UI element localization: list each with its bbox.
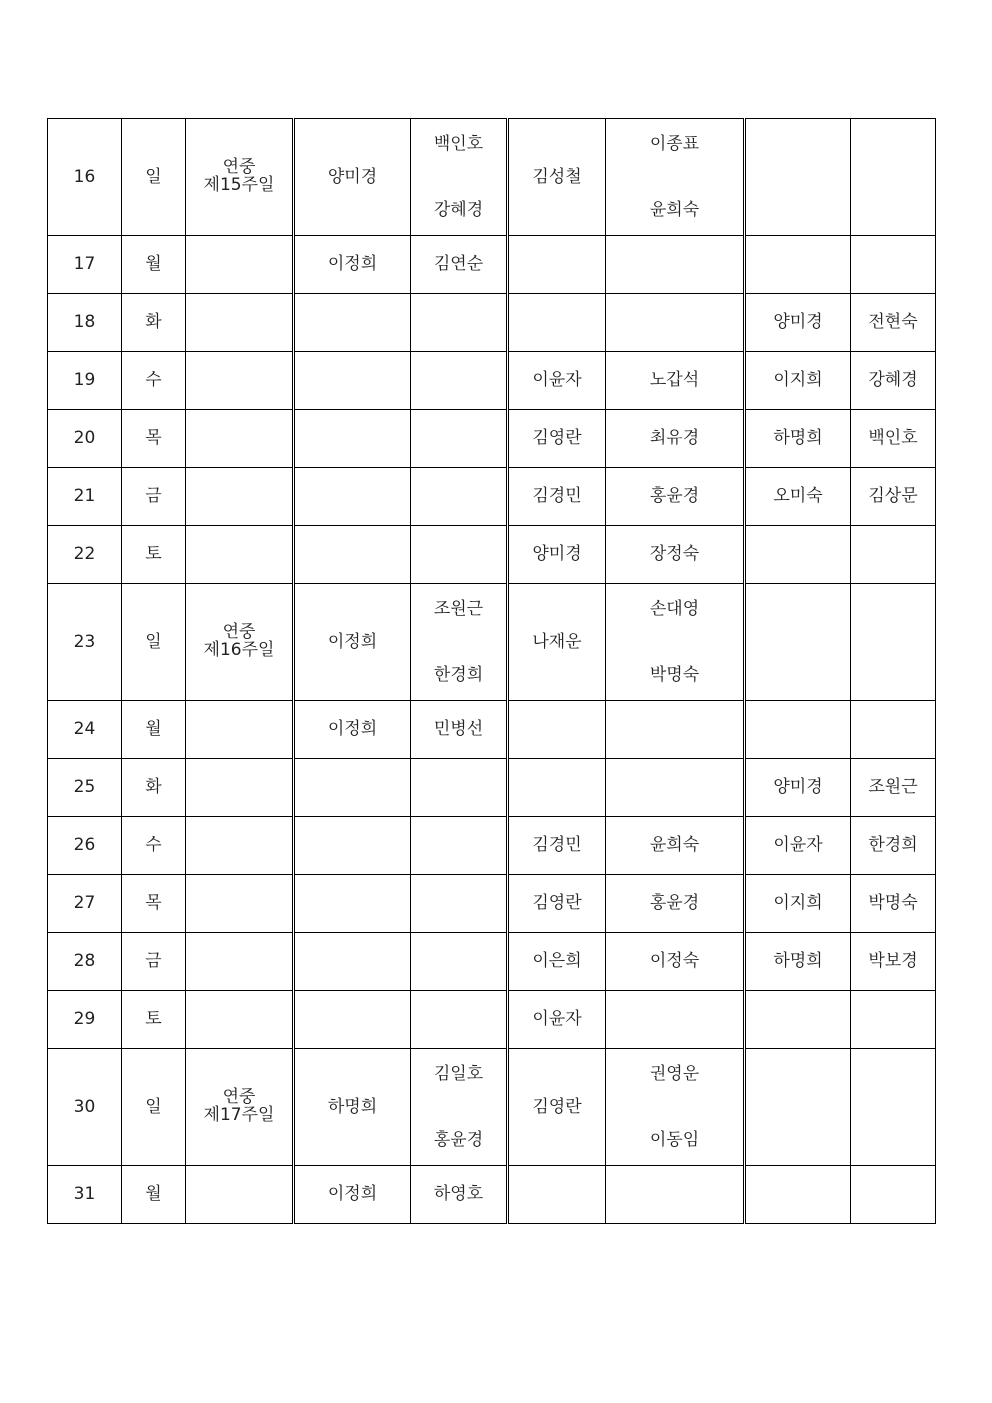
week-cell — [186, 468, 294, 526]
col2-cell — [411, 701, 508, 759]
cell-text: 일 — [145, 1096, 162, 1117]
week-cell — [186, 1166, 294, 1224]
week-cell — [186, 817, 294, 875]
col1-cell — [294, 1049, 411, 1166]
col1-cell — [294, 991, 411, 1049]
week-label — [186, 159, 292, 195]
col4-cell — [606, 701, 745, 759]
col2-cell — [411, 119, 508, 236]
cell-text: 19 — [73, 370, 96, 391]
table-row — [48, 1049, 936, 1166]
day-cell — [48, 236, 122, 294]
cell-text: 전현숙 — [868, 312, 918, 333]
col5-cell — [745, 817, 851, 875]
cell-text: 화 — [145, 312, 162, 333]
col1-cell — [294, 584, 411, 701]
week-cell — [186, 236, 294, 294]
col3-cell — [508, 817, 606, 875]
col1-cell — [294, 526, 411, 584]
day-cell — [48, 1049, 122, 1166]
cell-text: 홍윤경 — [649, 486, 700, 507]
cell-text: 강혜경 — [868, 370, 918, 391]
col3-cell — [508, 759, 606, 817]
col3-cell — [508, 526, 606, 584]
week-label-line: 제15주일 — [203, 175, 275, 195]
col4-cell — [606, 236, 745, 294]
col6-cell — [851, 119, 936, 236]
table-row — [48, 526, 936, 584]
cell-text: 김영란 — [532, 893, 582, 914]
week-cell — [186, 701, 294, 759]
col6-cell — [851, 526, 936, 584]
name-text: 이동임 — [649, 1129, 700, 1150]
col5-cell — [745, 526, 851, 584]
cell-text: 29 — [73, 1009, 96, 1030]
col6-cell — [851, 875, 936, 933]
col5-cell — [745, 1166, 851, 1224]
weekday-cell — [122, 119, 186, 236]
week-cell — [186, 875, 294, 933]
schedule-table — [47, 118, 936, 1224]
week-cell — [186, 991, 294, 1049]
col2-cell — [411, 584, 508, 701]
day-cell — [48, 294, 122, 352]
table-row — [48, 236, 936, 294]
col5-cell — [745, 933, 851, 991]
cell-text: 민병선 — [433, 719, 484, 740]
col5-cell — [745, 236, 851, 294]
cell-text: 양미경 — [773, 312, 823, 333]
col6-cell — [851, 1166, 936, 1224]
day-cell — [48, 584, 122, 701]
col2-cell — [411, 468, 508, 526]
cell-text: 27 — [73, 893, 96, 914]
col3-cell — [508, 584, 606, 701]
name-stack — [606, 1064, 743, 1150]
day-cell — [48, 526, 122, 584]
cell-text: 나재운 — [532, 631, 582, 652]
day-cell — [48, 468, 122, 526]
col2-cell — [411, 352, 508, 410]
table-row — [48, 701, 936, 759]
cell-text: 금 — [145, 951, 162, 972]
cell-text: 이정희 — [327, 1184, 378, 1205]
col1-cell — [294, 1166, 411, 1224]
cell-text: 조원근 — [868, 777, 918, 798]
day-cell — [48, 352, 122, 410]
table-row — [48, 468, 936, 526]
week-cell — [186, 526, 294, 584]
col5-cell — [745, 991, 851, 1049]
weekday-cell — [122, 236, 186, 294]
table-row — [48, 352, 936, 410]
cell-text: 이윤자 — [532, 1009, 582, 1030]
col2-cell — [411, 294, 508, 352]
weekday-cell — [122, 584, 186, 701]
cell-text: 하명희 — [773, 951, 823, 972]
table-row — [48, 759, 936, 817]
col3-cell — [508, 352, 606, 410]
name-stack — [411, 134, 506, 220]
col6-cell — [851, 1049, 936, 1166]
col6-cell — [851, 991, 936, 1049]
weekday-cell — [122, 933, 186, 991]
col6-cell — [851, 933, 936, 991]
col4-cell — [606, 1166, 745, 1224]
day-cell — [48, 817, 122, 875]
weekday-cell — [122, 759, 186, 817]
weekday-cell — [122, 526, 186, 584]
col1-cell — [294, 410, 411, 468]
cell-text: 하영호 — [433, 1184, 484, 1205]
cell-text: 이윤자 — [532, 370, 582, 391]
cell-text: 21 — [73, 486, 96, 507]
col3-cell — [508, 468, 606, 526]
col2-cell — [411, 817, 508, 875]
cell-text: 20 — [73, 428, 96, 449]
col1-cell — [294, 468, 411, 526]
cell-text: 한경희 — [868, 835, 918, 856]
cell-text: 김경민 — [532, 486, 582, 507]
week-label — [186, 624, 292, 660]
cell-text: 홍윤경 — [649, 893, 700, 914]
cell-text: 22 — [73, 544, 96, 565]
weekday-cell — [122, 410, 186, 468]
col3-cell — [508, 119, 606, 236]
col5-cell — [745, 119, 851, 236]
schedule-body — [48, 119, 936, 1224]
col2-cell — [411, 526, 508, 584]
col1-cell — [294, 701, 411, 759]
weekday-cell — [122, 468, 186, 526]
col2-cell — [411, 1049, 508, 1166]
name-text: 백인호 — [433, 134, 484, 154]
weekday-cell — [122, 352, 186, 410]
weekday-cell — [122, 1166, 186, 1224]
name-text: 조원근 — [433, 599, 484, 619]
cell-text: 최유경 — [649, 428, 700, 449]
cell-text: 목 — [145, 893, 162, 914]
col2-cell — [411, 1166, 508, 1224]
col4-cell — [606, 294, 745, 352]
col5-cell — [745, 352, 851, 410]
week-cell — [186, 352, 294, 410]
col4-cell — [606, 526, 745, 584]
week-cell — [186, 759, 294, 817]
cell-text: 장정숙 — [649, 544, 700, 565]
weekday-cell — [122, 991, 186, 1049]
col2-cell — [411, 933, 508, 991]
table-row — [48, 294, 936, 352]
col3-cell — [508, 933, 606, 991]
cell-text: 18 — [73, 312, 96, 333]
cell-text: 박보경 — [868, 951, 918, 972]
day-cell — [48, 933, 122, 991]
name-stack — [411, 599, 506, 685]
week-cell — [186, 933, 294, 991]
col6-cell — [851, 352, 936, 410]
cell-text: 24 — [73, 719, 96, 740]
col3-cell — [508, 991, 606, 1049]
day-cell — [48, 701, 122, 759]
cell-text: 25 — [73, 777, 96, 798]
week-label-line: 제16주일 — [203, 640, 275, 660]
col1-cell — [294, 875, 411, 933]
week-label — [186, 1089, 292, 1125]
cell-text: 노갑석 — [649, 370, 700, 391]
col3-cell — [508, 1166, 606, 1224]
name-stack — [606, 134, 743, 220]
cell-text: 김영란 — [532, 1096, 582, 1117]
cell-text: 이정희 — [327, 719, 378, 740]
week-label-line: 연중 — [222, 1087, 256, 1108]
col1-cell — [294, 119, 411, 236]
cell-text: 백인호 — [868, 428, 918, 449]
cell-text: 이정숙 — [649, 951, 700, 972]
name-text: 김일호 — [433, 1064, 484, 1084]
weekday-cell — [122, 294, 186, 352]
col4-cell — [606, 991, 745, 1049]
col2-cell — [411, 875, 508, 933]
col4-cell — [606, 759, 745, 817]
cell-text: 김성철 — [532, 166, 582, 187]
col6-cell — [851, 701, 936, 759]
col2-cell — [411, 410, 508, 468]
table-row — [48, 875, 936, 933]
cell-text: 이윤자 — [773, 835, 823, 856]
weekday-cell — [122, 1049, 186, 1166]
col5-cell — [745, 584, 851, 701]
cell-text: 양미경 — [532, 544, 582, 565]
col1-cell — [294, 236, 411, 294]
col6-cell — [851, 584, 936, 701]
col2-cell — [411, 991, 508, 1049]
cell-text: 양미경 — [327, 166, 378, 187]
col5-cell — [745, 468, 851, 526]
cell-text: 월 — [145, 254, 162, 275]
day-cell — [48, 1166, 122, 1224]
cell-text: 토 — [145, 1009, 162, 1030]
col5-cell — [745, 759, 851, 817]
col3-cell — [508, 236, 606, 294]
cell-text: 오미숙 — [773, 486, 823, 507]
cell-text: 양미경 — [773, 777, 823, 798]
table-row — [48, 817, 936, 875]
col3-cell — [508, 294, 606, 352]
cell-text: 토 — [145, 544, 162, 565]
col6-cell — [851, 294, 936, 352]
col6-cell — [851, 759, 936, 817]
col6-cell — [851, 468, 936, 526]
col5-cell — [745, 410, 851, 468]
col5-cell — [745, 294, 851, 352]
col4-cell — [606, 410, 745, 468]
col3-cell — [508, 1049, 606, 1166]
cell-text: 일 — [145, 166, 162, 187]
col1-cell — [294, 759, 411, 817]
cell-text: 김영란 — [532, 428, 582, 449]
name-stack — [411, 1064, 506, 1150]
name-text: 한경희 — [433, 664, 484, 685]
week-cell — [186, 119, 294, 236]
col4-cell — [606, 817, 745, 875]
cell-text: 월 — [145, 1184, 162, 1205]
col4-cell — [606, 119, 745, 236]
cell-text: 수 — [145, 370, 162, 391]
cell-text: 하명희 — [327, 1096, 378, 1117]
table-row — [48, 1166, 936, 1224]
cell-text: 월 — [145, 719, 162, 740]
cell-text: 일 — [145, 631, 162, 652]
col3-cell — [508, 875, 606, 933]
cell-text: 이정희 — [327, 631, 378, 652]
cell-text: 김상문 — [868, 486, 918, 507]
col4-cell — [606, 875, 745, 933]
name-text: 박명숙 — [649, 664, 700, 685]
week-cell — [186, 1049, 294, 1166]
cell-text: 하명희 — [773, 428, 823, 449]
col2-cell — [411, 236, 508, 294]
col6-cell — [851, 410, 936, 468]
col6-cell — [851, 236, 936, 294]
table-row — [48, 410, 936, 468]
col4-cell — [606, 933, 745, 991]
col4-cell — [606, 352, 745, 410]
name-text: 강혜경 — [433, 199, 484, 220]
weekday-cell — [122, 817, 186, 875]
cell-text: 30 — [73, 1096, 96, 1117]
day-cell — [48, 875, 122, 933]
weekday-cell — [122, 701, 186, 759]
cell-text: 17 — [73, 254, 96, 275]
col1-cell — [294, 294, 411, 352]
col4-cell — [606, 1049, 745, 1166]
cell-text: 김연순 — [433, 254, 484, 275]
col2-cell — [411, 759, 508, 817]
cell-text: 이지희 — [773, 893, 823, 914]
week-label-line: 제17주일 — [203, 1105, 275, 1125]
col4-cell — [606, 584, 745, 701]
col3-cell — [508, 410, 606, 468]
table-row — [48, 119, 936, 236]
name-text: 윤희숙 — [649, 199, 700, 220]
name-text: 손대영 — [649, 599, 700, 619]
name-text: 이종표 — [649, 134, 700, 154]
col4-cell — [606, 468, 745, 526]
col6-cell — [851, 817, 936, 875]
col5-cell — [745, 701, 851, 759]
cell-text: 이은희 — [532, 951, 582, 972]
col5-cell — [745, 875, 851, 933]
week-cell — [186, 410, 294, 468]
day-cell — [48, 410, 122, 468]
day-cell — [48, 119, 122, 236]
weekday-cell — [122, 875, 186, 933]
name-text: 홍윤경 — [433, 1129, 484, 1150]
week-cell — [186, 584, 294, 701]
cell-text: 23 — [73, 631, 96, 652]
day-cell — [48, 991, 122, 1049]
table-row — [48, 991, 936, 1049]
cell-text: 이지희 — [773, 370, 823, 391]
cell-text: 26 — [73, 835, 96, 856]
table-row — [48, 933, 936, 991]
cell-text: 윤희숙 — [649, 835, 700, 856]
day-cell — [48, 759, 122, 817]
col1-cell — [294, 817, 411, 875]
cell-text: 수 — [145, 835, 162, 856]
cell-text: 목 — [145, 428, 162, 449]
table-row — [48, 584, 936, 701]
cell-text: 화 — [145, 777, 162, 798]
week-cell — [186, 294, 294, 352]
cell-text: 31 — [73, 1184, 96, 1205]
cell-text: 김경민 — [532, 835, 582, 856]
cell-text: 금 — [145, 486, 162, 507]
col1-cell — [294, 352, 411, 410]
col1-cell — [294, 933, 411, 991]
week-label-line: 연중 — [222, 622, 256, 643]
col5-cell — [745, 1049, 851, 1166]
cell-text: 이정희 — [327, 254, 378, 275]
name-stack — [606, 599, 743, 685]
cell-text: 박명숙 — [868, 893, 918, 914]
week-label-line: 연중 — [222, 157, 256, 178]
name-text: 권영운 — [649, 1064, 700, 1084]
col3-cell — [508, 701, 606, 759]
cell-text: 28 — [73, 951, 96, 972]
cell-text: 16 — [73, 166, 96, 187]
